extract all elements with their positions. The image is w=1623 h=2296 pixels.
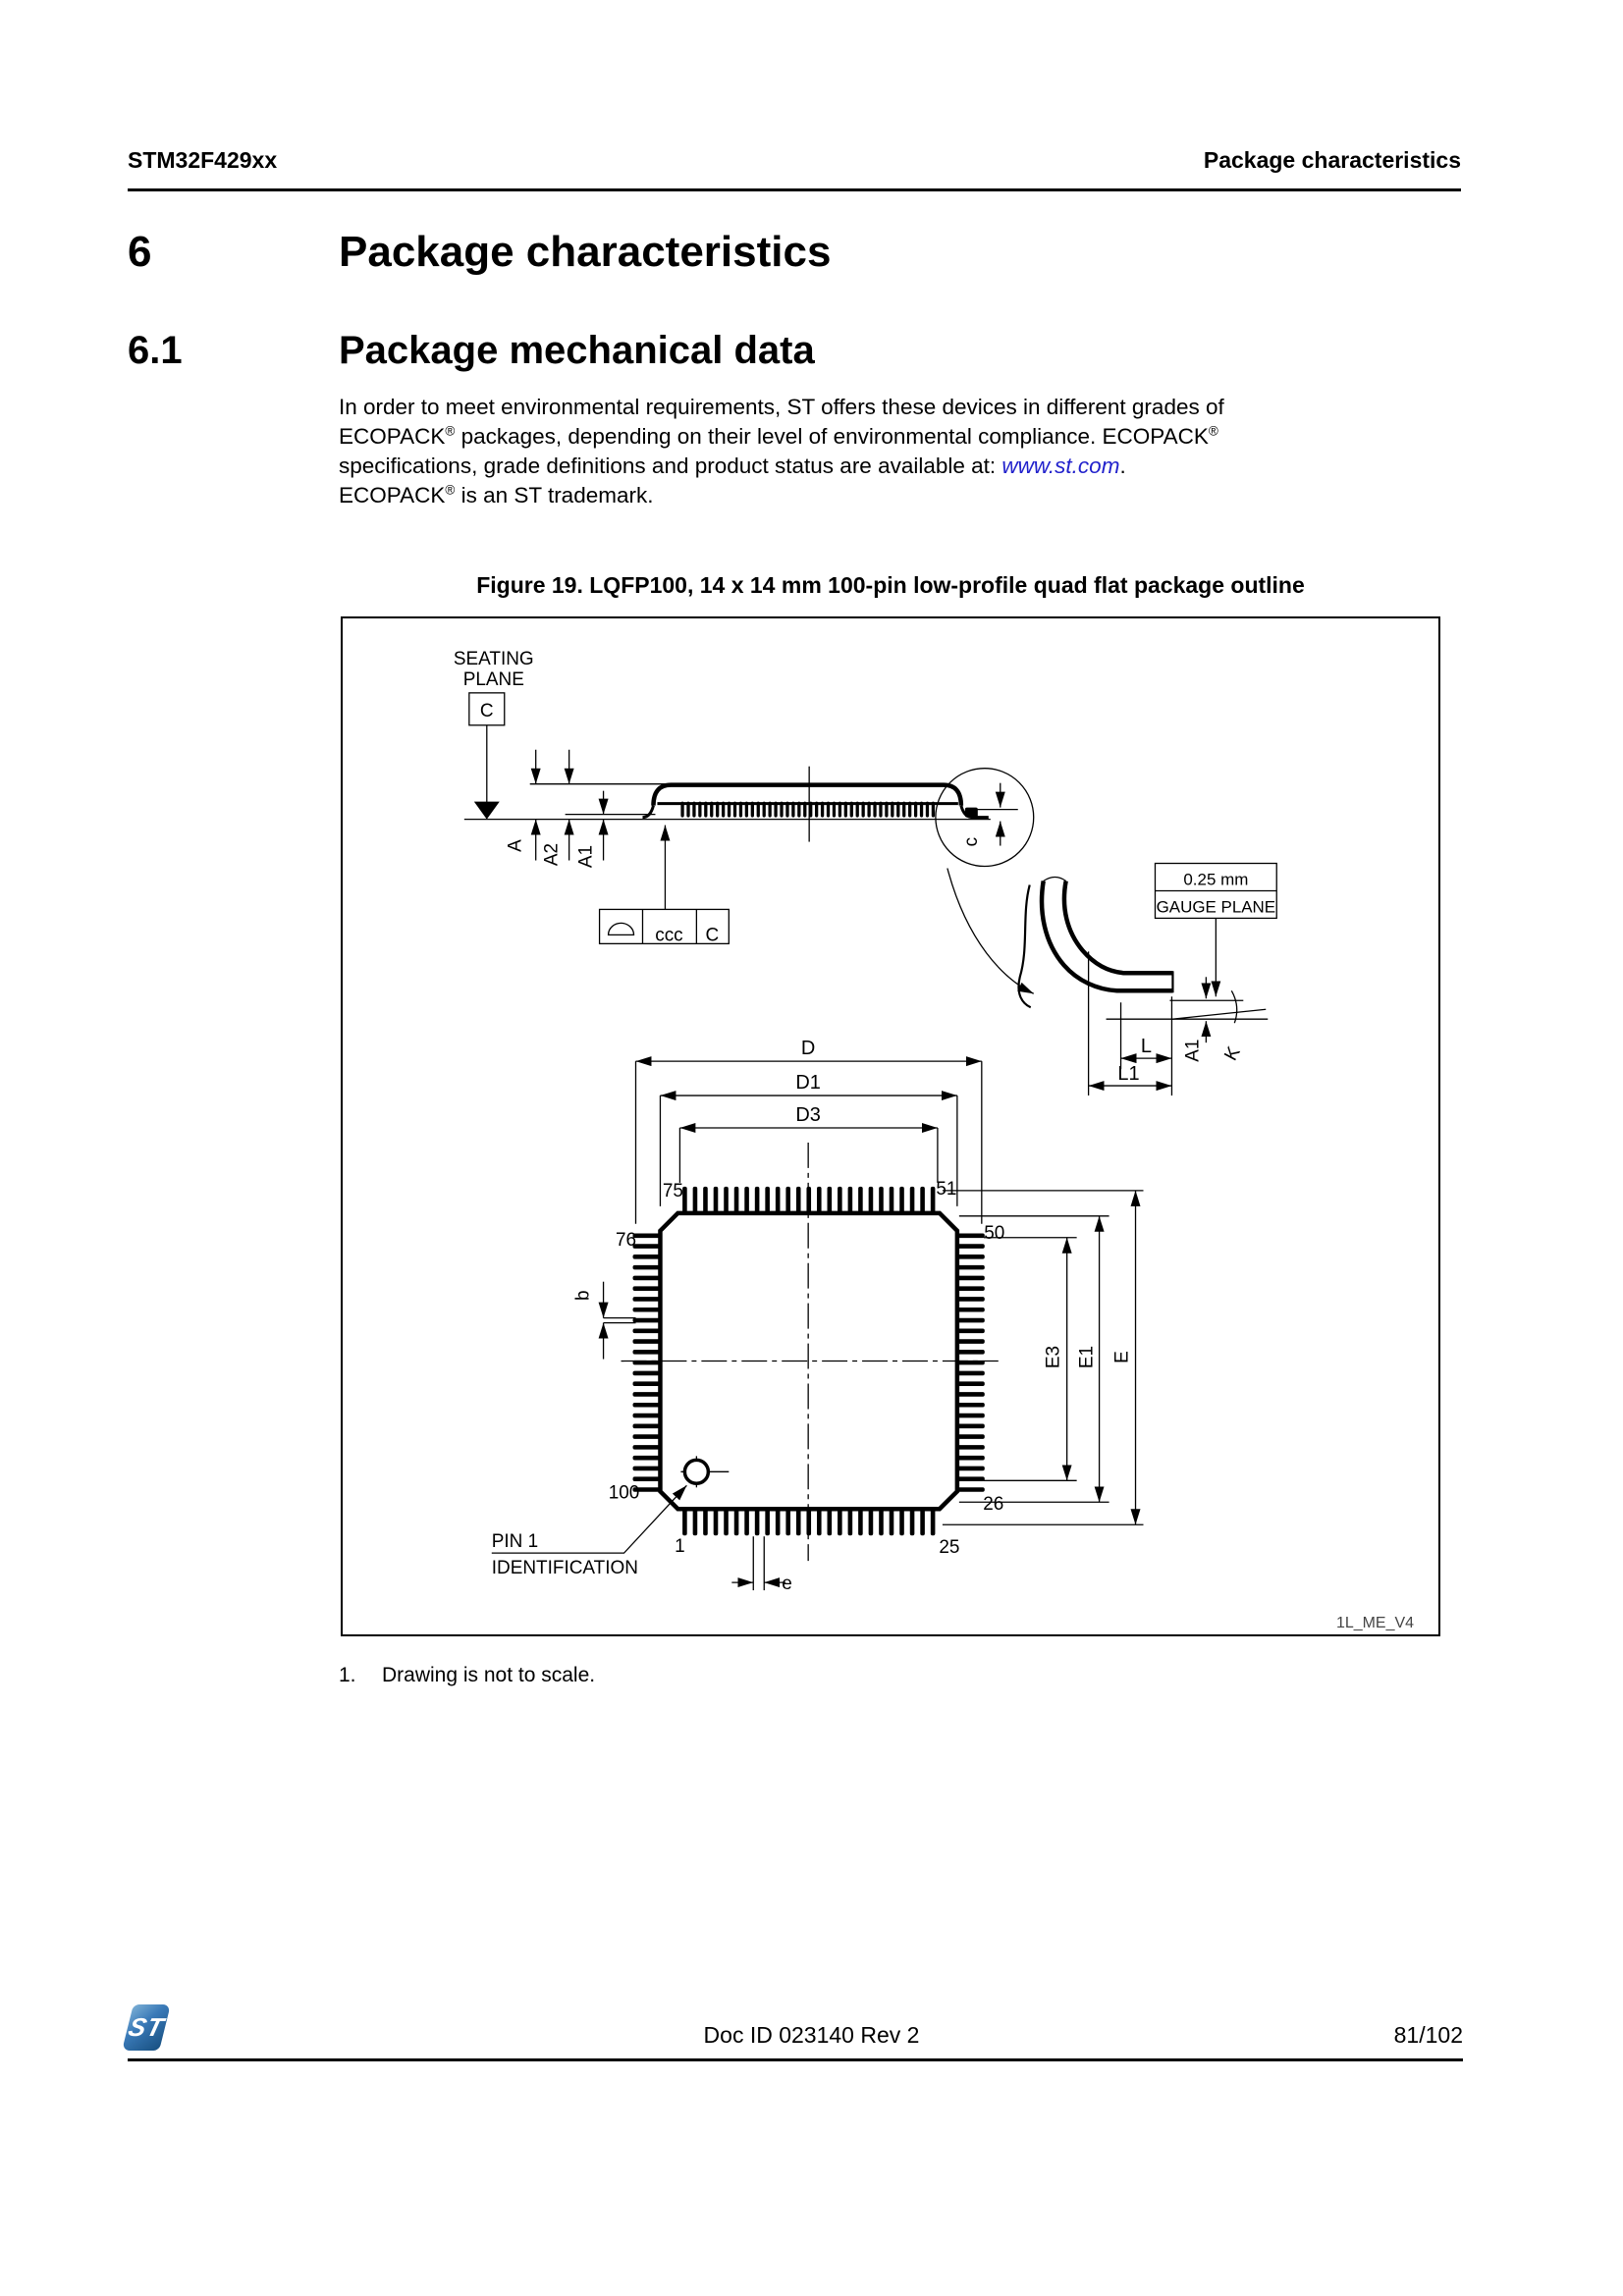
pin-76-label: 76 bbox=[615, 1229, 637, 1251]
dim-a1-right-label: A1 bbox=[1182, 1039, 1204, 1062]
pin-75-label: 75 bbox=[662, 1180, 683, 1201]
package-outline-drawing bbox=[343, 618, 1438, 1634]
pin1-id-label-line1: PIN 1 bbox=[491, 1531, 539, 1553]
dim-k-label: K bbox=[1220, 1043, 1245, 1065]
footer-rule bbox=[128, 2058, 1463, 2061]
subsection-title: Package mechanical data bbox=[339, 329, 815, 372]
pin-51-label: 51 bbox=[936, 1178, 957, 1200]
dim-e-pitch-label: e bbox=[782, 1574, 792, 1595]
dim-d3-label: D3 bbox=[795, 1104, 821, 1127]
dim-c-label: c bbox=[960, 836, 982, 847]
flatness-symbol-icon bbox=[609, 923, 634, 934]
lead-detail bbox=[947, 864, 1276, 1096]
section-number: 6 bbox=[128, 228, 152, 276]
gauge-plane-label: GAUGE PLANE bbox=[1156, 897, 1276, 917]
dim-b-label: b bbox=[572, 1290, 594, 1301]
figure-caption: Figure 19. LQFP100, 14 x 14 mm 100-pin low-profile quad flat package outline bbox=[476, 572, 1305, 598]
dim-a2-label: A2 bbox=[541, 842, 563, 867]
seating-plane-label-line2: PLANE bbox=[462, 668, 524, 690]
top-pins bbox=[682, 1187, 935, 1214]
pin-1-label: 1 bbox=[675, 1536, 685, 1558]
pin-25-label: 25 bbox=[939, 1537, 960, 1559]
header-chapter-title: Package characteristics bbox=[1203, 147, 1461, 173]
note-number: 1. bbox=[339, 1664, 356, 1686]
side-view bbox=[454, 649, 1034, 945]
footer-page-number: 81/102 bbox=[1393, 2022, 1463, 2048]
body-paragraph: In order to meet environmental requirements, ST offers these devices in different grades of ECOPACK® packages, depending on their level of environmental compliance. ECOPACK® specifications, grade definitions and product status are available at: www.st.com. ECOPACK® is an ST trademark. bbox=[339, 395, 1224, 507]
dim-a1-label: A1 bbox=[575, 844, 597, 869]
drawing-id-watermark: 1L_ME_V4 bbox=[1336, 1615, 1414, 1632]
registered-mark: ® bbox=[1208, 423, 1218, 439]
footer-doc-id: Doc ID 023140 Rev 2 bbox=[703, 2022, 920, 2048]
header-device-name: STM32F429xx bbox=[128, 147, 278, 173]
dim-e-label: E bbox=[1111, 1351, 1133, 1363]
dim-e1-label: E1 bbox=[1076, 1345, 1098, 1369]
registered-mark: ® bbox=[445, 423, 456, 439]
pin-26-label: 26 bbox=[983, 1494, 1004, 1516]
dim-l1-label: L1 bbox=[1117, 1063, 1140, 1086]
st-logo-text: ST bbox=[125, 2012, 168, 2042]
pin-50-label: 50 bbox=[984, 1222, 1005, 1244]
gauge-offset-label: 0.25 mm bbox=[1183, 870, 1249, 889]
bent-lead-inner bbox=[1064, 881, 1173, 973]
section-title: Package characteristics bbox=[339, 228, 832, 276]
st-com-link[interactable]: www.st.com bbox=[1001, 454, 1120, 478]
subsection-number: 6.1 bbox=[128, 329, 183, 372]
seating-plane-label-line1: SEATING bbox=[453, 648, 534, 669]
dim-d1-label: D1 bbox=[795, 1072, 821, 1095]
right-pins bbox=[956, 1233, 985, 1491]
pin1-id-label-line2: IDENTIFICATION bbox=[491, 1558, 638, 1579]
figure-note bbox=[339, 1664, 595, 1687]
datum-c-label: C bbox=[479, 700, 494, 721]
pin1-id-circle bbox=[684, 1460, 708, 1483]
flatness-ccc-label: ccc bbox=[655, 925, 683, 946]
bottom-pins bbox=[682, 1508, 935, 1535]
dim-a-label: A bbox=[505, 839, 526, 852]
note-text: Drawing is not to scale. bbox=[382, 1664, 596, 1686]
pin-100-label: 100 bbox=[608, 1482, 640, 1504]
seating-plane-triangle bbox=[474, 802, 500, 820]
left-pins bbox=[633, 1233, 662, 1491]
top-view bbox=[492, 1038, 1144, 1594]
flatness-datum-label: C bbox=[705, 925, 720, 946]
dim-l-label: L bbox=[1140, 1036, 1153, 1058]
dim-e3-label: E3 bbox=[1043, 1345, 1064, 1369]
figure-box bbox=[341, 616, 1440, 1636]
dim-d-label: D bbox=[800, 1038, 816, 1060]
header-rule bbox=[128, 188, 1461, 191]
registered-mark: ® bbox=[445, 482, 456, 498]
